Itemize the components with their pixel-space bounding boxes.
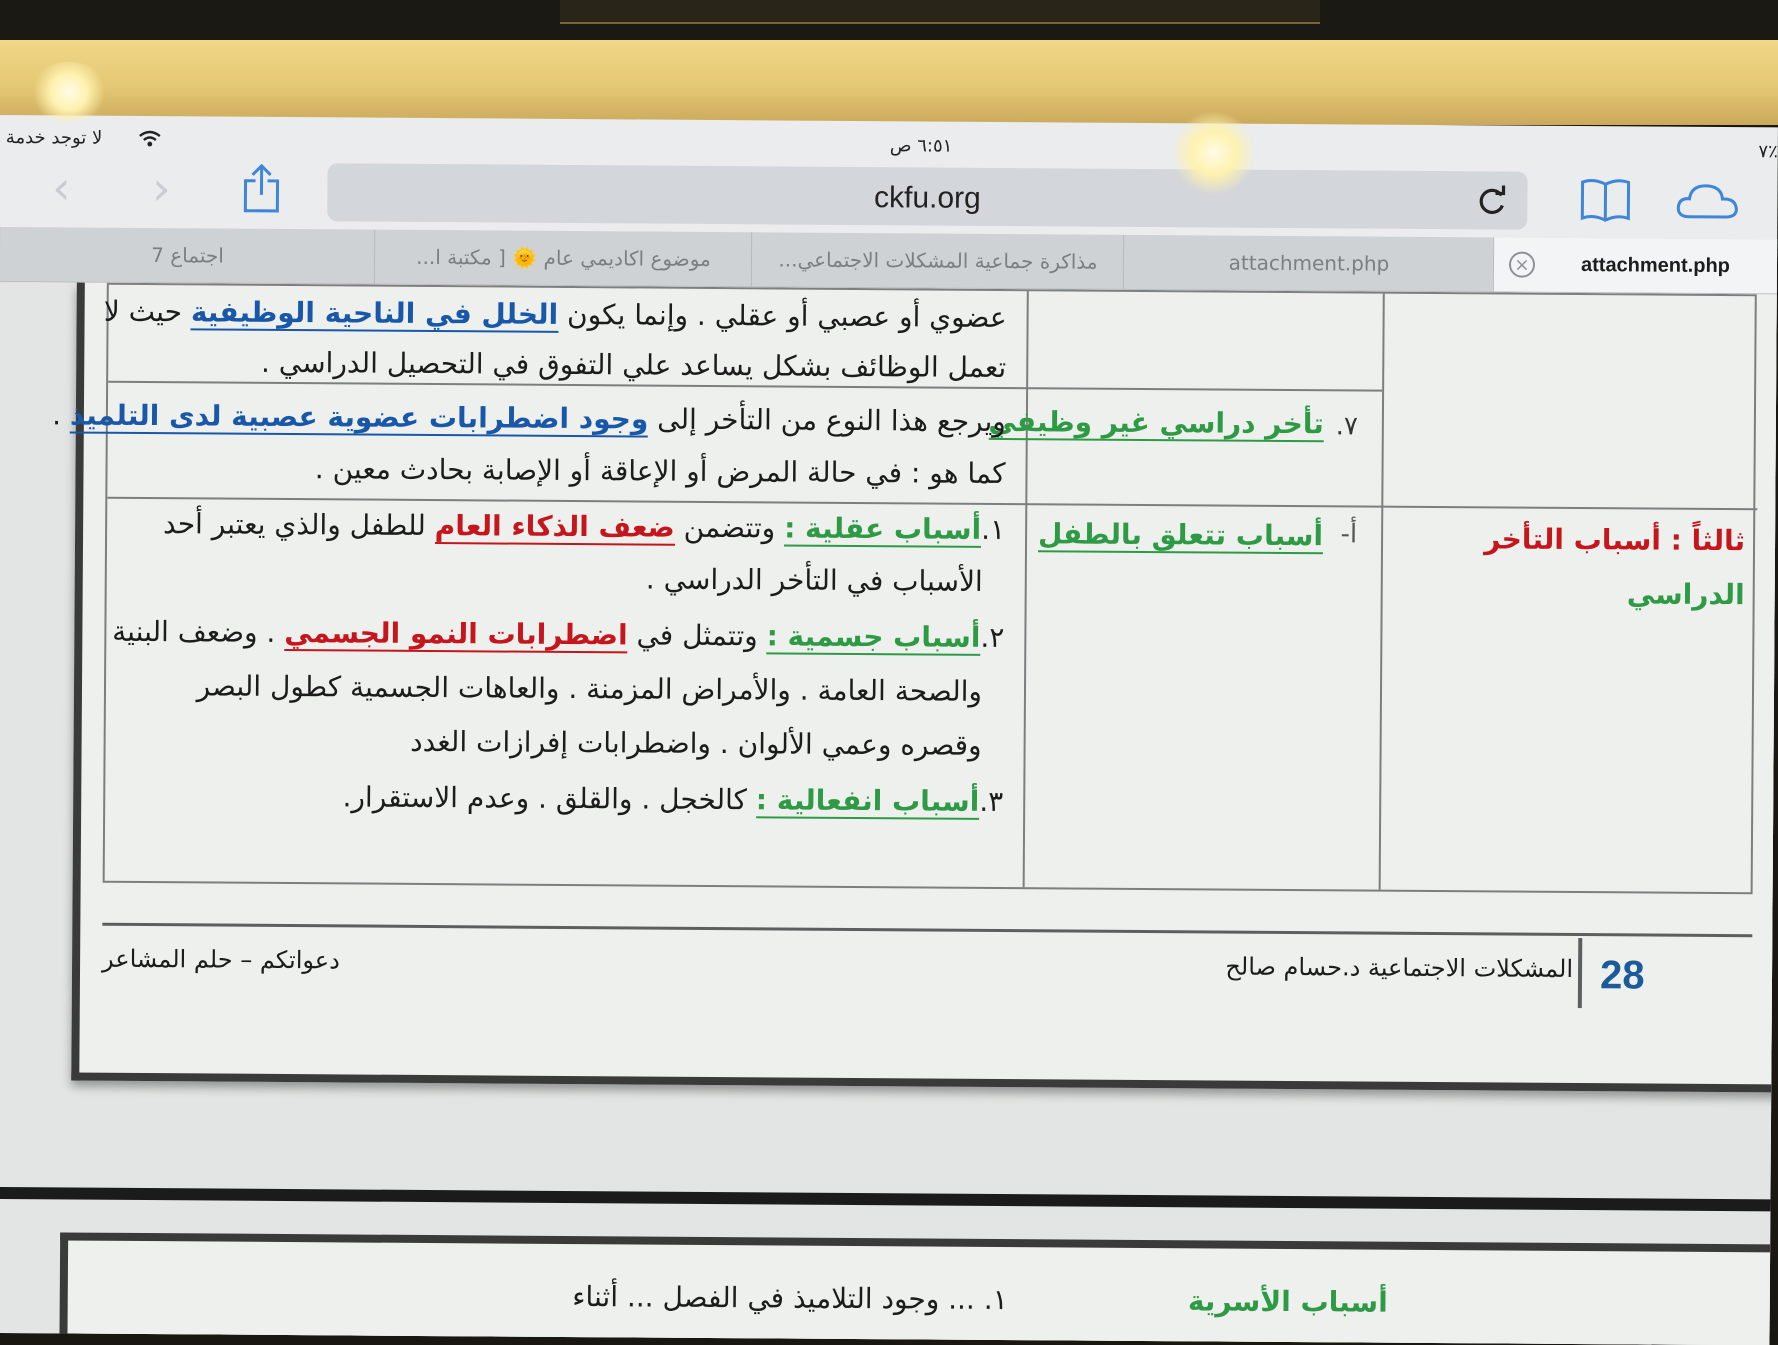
- row2-label: تأخر دراسي غير وظيفي: [988, 405, 1324, 440]
- item2-line1: ٢.أسباب جسمية : وتتمثل في اضطرابات النمو الجسمي . وضعف البنية: [112, 615, 1004, 654]
- light-reflection: [1170, 112, 1258, 194]
- row2-number: ٧.: [1336, 411, 1358, 441]
- browser-toolbar: [0, 155, 1778, 237]
- address-bar[interactable]: [327, 163, 1527, 229]
- column-divider: [1379, 294, 1385, 890]
- next-page-line: ١. ... وجود التلاميذ في الفصل ... أثناء: [572, 1280, 1008, 1316]
- item1-line1: ١.أسباب عقلية : وتتضمن ضعف الذكاء العام للطفل والذي يعتبر أحد: [163, 507, 1005, 546]
- bookmarks-icon[interactable]: [1579, 176, 1631, 222]
- item2-line2: والصحة العامة . والأمراض المزمنة . والعاهات الجسمية كطول البصر: [197, 669, 983, 707]
- next-page-heading: أسباب الأسرية: [1188, 1284, 1388, 1318]
- tab-2[interactable]: موضوع اكاديمي عام 🌞 [ مكتبة ا...: [374, 230, 752, 287]
- pdf-viewer[interactable]: [0, 282, 1777, 1345]
- tab-4[interactable]: attachment.php: [1123, 235, 1494, 292]
- wall-frame: [560, 0, 1320, 24]
- page-number: 28: [1600, 953, 1645, 998]
- row1-line2: تعمل الوظائف بشكل يساعد علي التفوق في التحصيل الدراسي .: [261, 346, 1006, 384]
- sub-number: أ-: [1340, 519, 1357, 549]
- tablet-screen: [0, 115, 1778, 1345]
- section-title: ثالثاً : أسباب التأخر: [1484, 522, 1745, 557]
- icloud-tabs-icon[interactable]: [1675, 181, 1739, 221]
- content-table: [103, 283, 1757, 895]
- section-title-line2: الدراسي: [1627, 577, 1745, 611]
- battery-indicator: ٧٪: [1758, 141, 1777, 162]
- sub-label: أسباب تتعلق بالطفل: [1038, 517, 1323, 552]
- row1-line1: عضوي أو عصبي أو عقلي . وإنما يكون الخلل في الناحية الوظيفية حيث لا: [104, 295, 1007, 334]
- footer-course: المشكلات الاجتماعية د.حسام صالح: [1225, 953, 1573, 983]
- reload-icon[interactable]: [1475, 183, 1509, 217]
- row2-line1: ويرجع هذا النوع من التأخر إلى وجود اضطرابات عضوية عصبية لدى التلميذ .: [52, 398, 1006, 438]
- light-reflection: [28, 62, 110, 122]
- carrier-label: لا توجد خدمة: [6, 127, 103, 149]
- column-divider: [1023, 291, 1029, 887]
- forward-icon[interactable]: ›: [137, 164, 185, 212]
- url-text: ckfu.org: [327, 177, 1527, 219]
- back-icon[interactable]: ‹: [37, 163, 85, 211]
- next-pdf-page: [59, 1232, 1776, 1345]
- tab-3[interactable]: مذاكرة جماعية المشكلات الاجتماعي...: [751, 232, 1124, 289]
- close-tab-icon[interactable]: ×: [1509, 252, 1535, 278]
- clock: ٦:٥١ ص: [890, 135, 953, 156]
- footer-separator: [1578, 938, 1582, 1008]
- item1-line2: الأسباب في التأخر الدراسي .: [646, 563, 983, 598]
- wifi-icon: [138, 130, 162, 148]
- footer-credit: دعواتكم – حلم المشاعر: [102, 945, 340, 975]
- footer-rule: [102, 923, 1752, 938]
- page-divider: [0, 1187, 1770, 1211]
- tab-1[interactable]: اجتماع 7: [0, 227, 375, 284]
- row2-line2: كما هو : في حالة المرض أو الإعاقة أو الإصابة بحادث معين .: [315, 452, 1006, 490]
- share-icon[interactable]: [237, 163, 285, 215]
- item2-line3: وقصره وعمي الألوان . واضطرابات إفرازات الغدد: [410, 725, 982, 762]
- device-bezel: [0, 0, 1778, 125]
- item3-line: ٣.أسباب انفعالية : كالخجل . والقلق . وعدم الاستقرار.: [342, 780, 1003, 818]
- row-divider: [108, 381, 1382, 392]
- pdf-page: [71, 283, 1777, 1093]
- tab-5-active[interactable]: attachment.php: [1493, 237, 1777, 293]
